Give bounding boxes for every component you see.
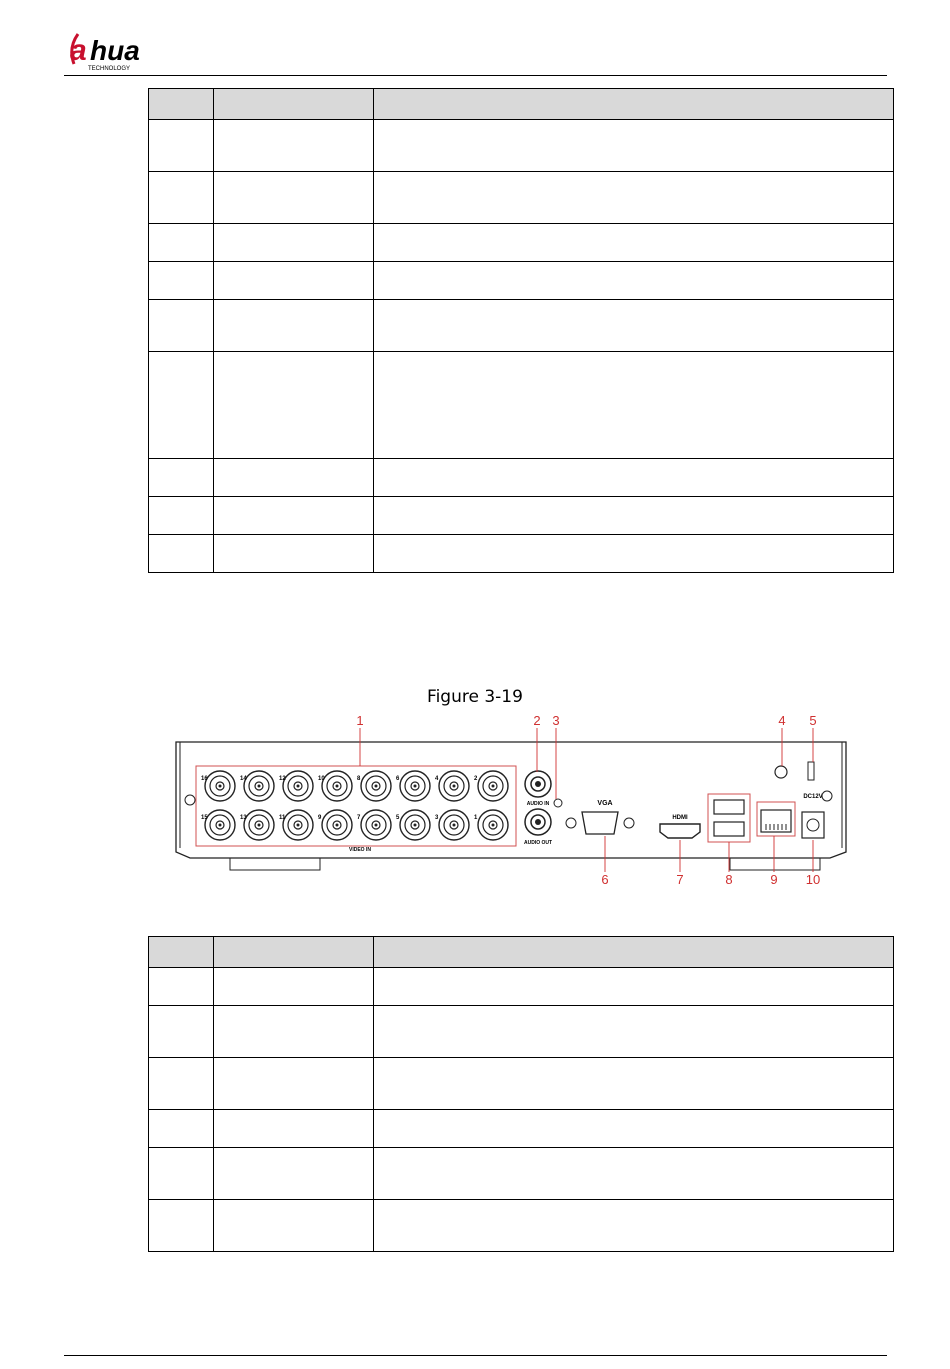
- figure-callout-number: 5: [809, 713, 817, 728]
- header-cell: [374, 89, 894, 120]
- table-cell: [374, 459, 894, 497]
- figure-callout-number: 7: [676, 872, 684, 887]
- bnc-channel-number: 1: [474, 815, 478, 821]
- table-cell: [214, 1110, 374, 1148]
- table-cell: [214, 120, 374, 172]
- figure-callout-number: 3: [552, 713, 560, 728]
- video-in-label: VIDEO IN: [349, 847, 371, 853]
- header-cell: [214, 937, 374, 968]
- table-row: [149, 224, 894, 262]
- table-cell: [149, 300, 214, 352]
- table-cell: [149, 172, 214, 224]
- table-cell: [149, 352, 214, 459]
- figure-callout-number: 2: [533, 713, 541, 728]
- table-cell: [374, 1200, 894, 1252]
- table-cell: [214, 497, 374, 535]
- bnc-channel-number: 2: [474, 776, 478, 782]
- bnc-channel-number: 6: [396, 776, 400, 782]
- table-row: [149, 300, 894, 352]
- table-row: [149, 535, 894, 573]
- table-cell: [214, 1148, 374, 1200]
- table-cell: [374, 1110, 894, 1148]
- header-rule: [64, 75, 887, 76]
- table-cell: [214, 1058, 374, 1110]
- table-cell: [214, 262, 374, 300]
- table-cell: [214, 968, 374, 1006]
- svg-text:a: a: [70, 34, 87, 67]
- rear-panel-figure: [170, 712, 860, 892]
- bnc-channel-number: 15: [201, 815, 208, 821]
- hdmi-label: HDMI: [672, 815, 688, 821]
- footer-rule: [64, 1355, 887, 1356]
- table-cell: [149, 262, 214, 300]
- audio-in-label: AUDIO IN: [526, 801, 550, 807]
- audio-out-label: AUDIO OUT: [523, 840, 553, 846]
- table-cell: [374, 224, 894, 262]
- table-row: [149, 1110, 894, 1148]
- bnc-channel-number: 12: [279, 776, 286, 782]
- dc-label: DC12V: [803, 794, 823, 800]
- header-cell: [149, 89, 214, 120]
- bnc-channel-number: 13: [240, 815, 247, 821]
- table-cell: [149, 120, 214, 172]
- table-cell: [374, 497, 894, 535]
- table-cell: [374, 1148, 894, 1200]
- table-cell: [149, 1058, 214, 1110]
- table-cell: [374, 1006, 894, 1058]
- table-cell: [214, 535, 374, 573]
- table-row: [149, 1058, 894, 1110]
- table-cell: [374, 172, 894, 224]
- table-cell: [149, 1110, 214, 1148]
- table-cell: [149, 1148, 214, 1200]
- table-cell: [149, 535, 214, 573]
- table-header-row: [149, 89, 894, 120]
- table-cell: [214, 224, 374, 262]
- table-cell: [214, 172, 374, 224]
- table-cell: [374, 262, 894, 300]
- table-cell: [214, 1006, 374, 1058]
- table-row: [149, 968, 894, 1006]
- header-cell: [214, 89, 374, 120]
- bnc-channel-number: 11: [279, 815, 286, 821]
- table-row: [149, 262, 894, 300]
- bnc-channel-number: 4: [435, 776, 439, 782]
- bnc-channel-number: 10: [318, 776, 325, 782]
- table-cell: [214, 1200, 374, 1252]
- table-cell: [374, 300, 894, 352]
- table-cell: [149, 224, 214, 262]
- figure-callout-number: 1: [356, 713, 364, 728]
- figure-callout-number: 8: [725, 872, 733, 887]
- bnc-channel-number: 8: [357, 776, 361, 782]
- figure-callout-number: 4: [778, 713, 786, 728]
- figure-callout-number: 6: [601, 872, 609, 887]
- bnc-channel-number: 7: [357, 815, 361, 821]
- figure-callout-number: 10: [805, 872, 821, 887]
- table-row: [149, 172, 894, 224]
- table-row: [149, 352, 894, 459]
- vga-label: VGA: [597, 800, 613, 807]
- table-cell: [374, 120, 894, 172]
- table-header-row: [149, 937, 894, 968]
- table-row: [149, 1148, 894, 1200]
- bnc-channel-number: 3: [435, 815, 439, 821]
- table-cell: [214, 300, 374, 352]
- brand-sub: TECHNOLOGY: [88, 66, 131, 72]
- table-cell: [149, 1006, 214, 1058]
- port-table-2: [148, 936, 894, 1252]
- table-cell: [149, 459, 214, 497]
- table-row: [149, 1200, 894, 1252]
- table-row: [149, 459, 894, 497]
- bnc-channel-number: 9: [318, 815, 322, 821]
- bnc-channel-number: 5: [396, 815, 400, 821]
- header-cell: [149, 937, 214, 968]
- table-cell: [374, 352, 894, 459]
- figure-caption: Figure 3-19: [427, 687, 523, 707]
- table-cell: [149, 1200, 214, 1252]
- table-cell: [374, 1058, 894, 1110]
- table-cell: [214, 459, 374, 497]
- chassis-outline: [176, 742, 846, 858]
- table-cell: [149, 968, 214, 1006]
- table-row: [149, 120, 894, 172]
- figure-callout-number: 9: [770, 872, 778, 887]
- table-cell: [149, 497, 214, 535]
- dahua-logo: [68, 30, 188, 72]
- svg-text:hua: hua: [90, 35, 140, 66]
- table-row: [149, 497, 894, 535]
- table-cell: [214, 352, 374, 459]
- table-row: [149, 1006, 894, 1058]
- port-table-1: [148, 88, 894, 573]
- table-cell: [374, 535, 894, 573]
- header-cell: [374, 937, 894, 968]
- table-cell: [374, 968, 894, 1006]
- bnc-channel-number: 16: [201, 776, 208, 782]
- bnc-channel-number: 14: [240, 776, 247, 782]
